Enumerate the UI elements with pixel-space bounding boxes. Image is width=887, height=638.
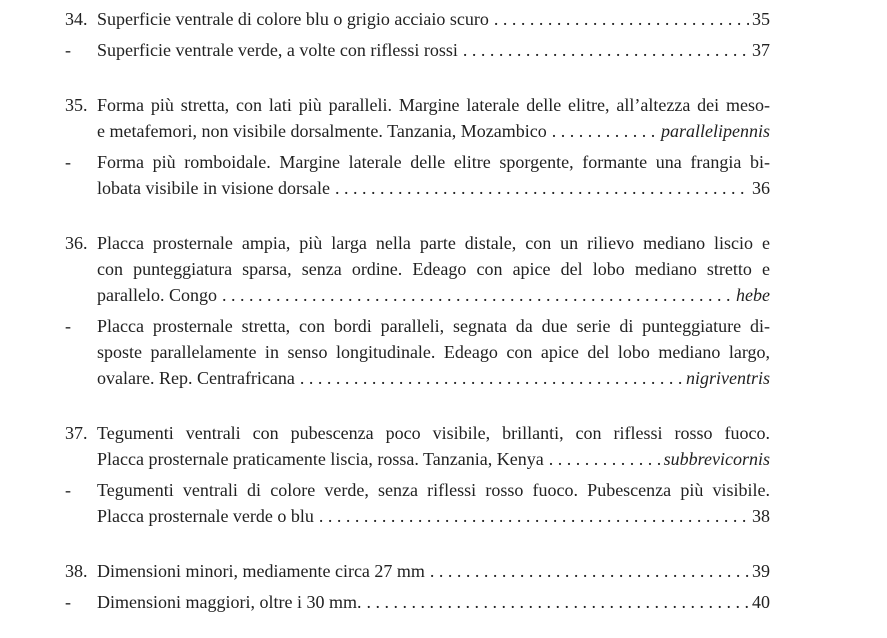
dot-leader	[425, 558, 752, 584]
entry-text-line: con punteggiatura sparsa, senza ordine. Edeago con apice del lobo mediano stretto e	[97, 259, 770, 279]
entry-leader-line	[97, 365, 770, 391]
entry-marker: -	[65, 315, 71, 336]
page-reference: 37	[752, 39, 770, 60]
key-entry	[65, 230, 770, 308]
entry-body	[97, 37, 770, 63]
entry-body	[97, 589, 770, 615]
entry-text: lobata visibile in visione dorsale	[97, 177, 330, 198]
entry-text-line: sposte parallelamente in senso longitudinale. Edeago con apice del lobo mediano largo,	[97, 341, 770, 362]
entry-leader-line	[97, 446, 770, 472]
page-reference: 39	[752, 561, 770, 581]
entry-text: e metafemori, non visibile dorsalmente. Tanzania, Mozambico	[97, 121, 547, 141]
dot-leader	[547, 118, 661, 144]
entry-marker: -	[65, 591, 71, 612]
page-reference: 36	[752, 177, 770, 198]
entry-text: parallelo. Congo	[97, 285, 217, 305]
dot-leader	[489, 6, 752, 32]
entry-body	[97, 313, 770, 391]
species-name: nigriventris	[686, 367, 770, 388]
dot-leader	[295, 365, 686, 391]
entry-body	[97, 149, 770, 201]
page-reference: 40	[752, 591, 770, 612]
entry-text-line: Forma più romboidale. Margine laterale delle elitre sporgente, formante una frangia bi-	[97, 151, 770, 172]
species-name: parallelipennis	[661, 121, 770, 141]
entry-body	[97, 477, 770, 529]
entry-text-line: Tegumenti ventrali con pubescenza poco visibile, brillanti, con riflessi rosso fuoco.	[97, 423, 770, 443]
entry-marker: -	[65, 39, 71, 60]
entry-body	[97, 558, 770, 584]
page-reference: 38	[752, 505, 770, 526]
species-name: hebe	[736, 285, 770, 305]
entry-marker: 34.	[65, 9, 88, 29]
entry-leader-line	[97, 503, 770, 529]
page-reference: 35	[752, 9, 770, 29]
entry-marker: 36.	[65, 233, 88, 253]
entry-leader-line	[97, 118, 770, 144]
entry-body	[97, 6, 770, 32]
key-entry	[65, 420, 770, 472]
key-entry	[65, 6, 770, 32]
key-entry	[65, 313, 770, 391]
entry-marker: 38.	[65, 561, 88, 581]
entry-text: ovalare. Rep. Centrafricana	[97, 367, 295, 388]
entry-text: Placca prosternale praticamente liscia, rossa. Tanzania, Kenya	[97, 449, 544, 469]
entry-marker: 37.	[65, 423, 88, 443]
entry-text: Placca prosternale verde o blu	[97, 505, 314, 526]
dot-leader	[314, 503, 752, 529]
dot-leader	[217, 282, 736, 308]
dot-leader	[458, 37, 752, 63]
entry-body	[97, 420, 770, 472]
dot-leader	[361, 589, 752, 615]
key-entry	[65, 149, 770, 201]
entry-text-line: Placca prosternale stretta, con bordi paralleli, segnata da due serie di punteggiature di-	[97, 315, 770, 336]
key-entry	[65, 589, 770, 615]
key-entry	[65, 92, 770, 144]
entry-leader-line	[97, 282, 770, 308]
entry-leader-line	[97, 6, 770, 32]
species-name: subbrevicornis	[663, 449, 770, 469]
entry-text: Dimensioni maggiori, oltre i 30 mm.	[97, 591, 362, 612]
entry-text-line: Placca prosternale ampia, più larga nella parte distale, con un rilievo mediano liscio e	[97, 233, 770, 253]
key-entry	[65, 37, 770, 63]
entry-body	[97, 230, 770, 308]
entry-marker: -	[65, 479, 71, 500]
entry-leader-line	[97, 558, 770, 584]
entry-marker: -	[65, 151, 71, 172]
dot-leader	[544, 446, 664, 472]
dot-leader	[330, 175, 752, 201]
entry-marker: 35.	[65, 95, 88, 115]
entry-text: Dimensioni minori, mediamente circa 27 mm	[97, 561, 425, 581]
entry-text-line: Forma più stretta, con lati più paralleli. Margine laterale delle elitre, all’altezza dei meso-	[97, 95, 770, 115]
entry-text: Superficie ventrale verde, a volte con riflessi rossi	[97, 39, 458, 60]
key-entry	[65, 477, 770, 529]
entry-leader-line	[97, 37, 770, 63]
entry-body	[97, 92, 770, 144]
entry-text: Superficie ventrale di colore blu o grigio acciaio scuro	[97, 9, 489, 29]
key-entry	[65, 558, 770, 584]
entry-leader-line	[97, 175, 770, 201]
identification-key	[65, 6, 770, 615]
entry-leader-line	[97, 589, 770, 615]
entry-text-line: Tegumenti ventrali di colore verde, senza riflessi rosso fuoco. Pubescenza più visibile.	[97, 479, 770, 500]
